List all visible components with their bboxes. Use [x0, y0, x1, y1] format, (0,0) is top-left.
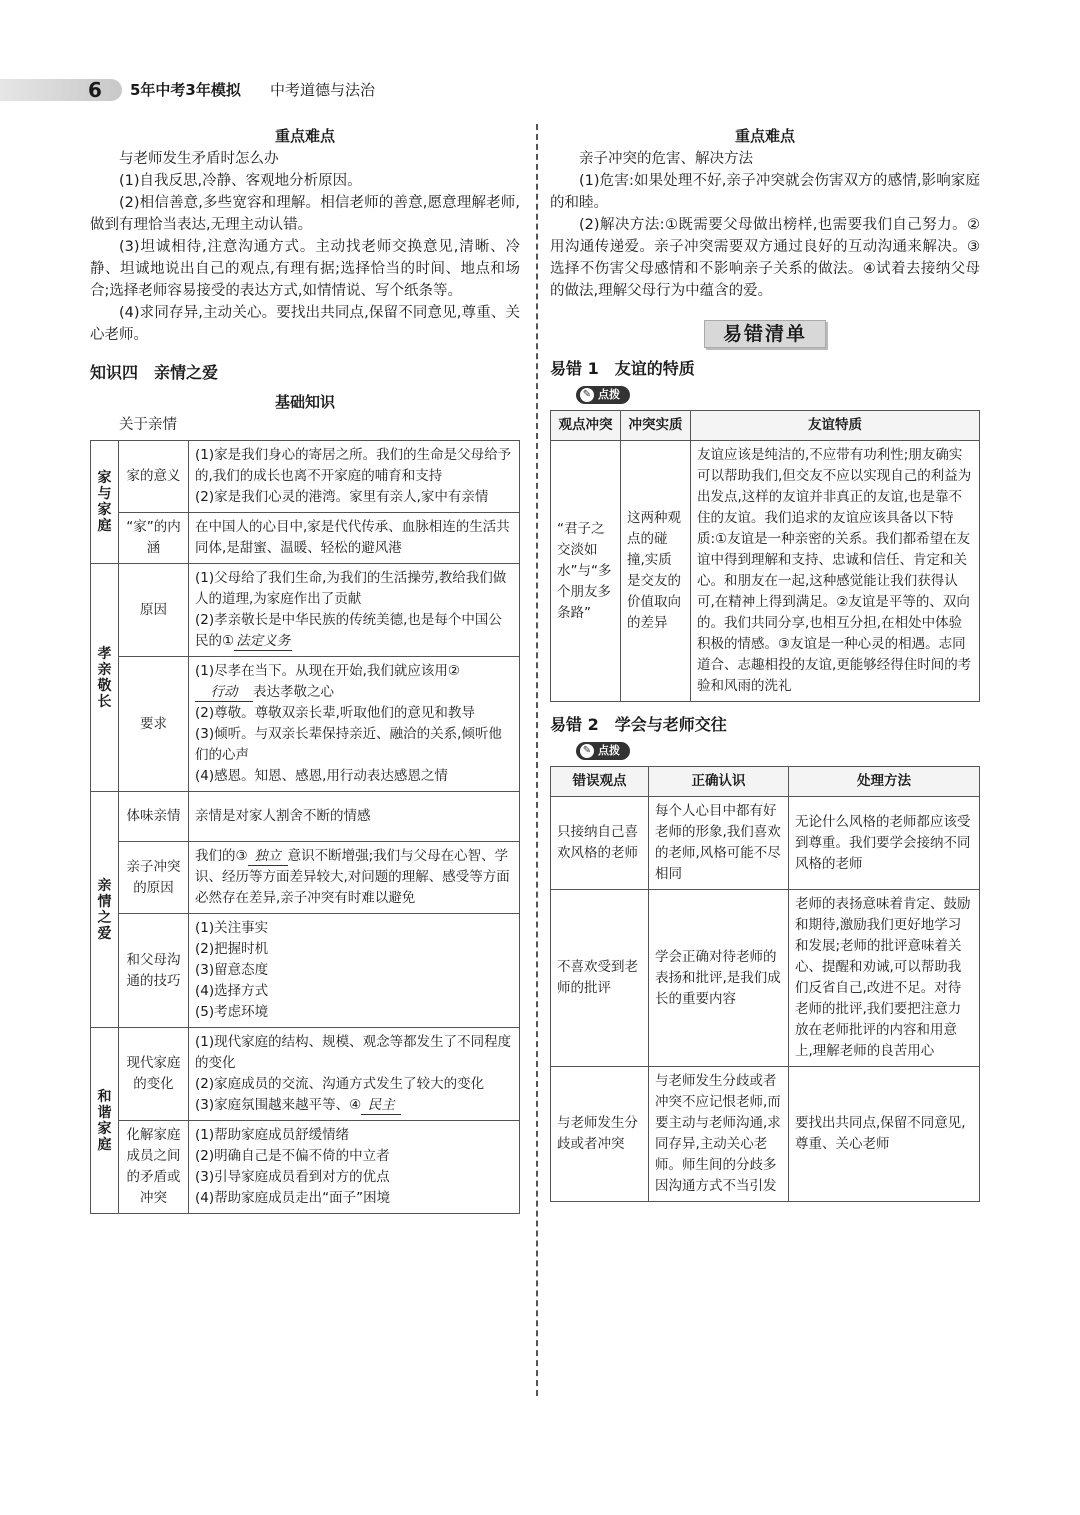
table-row [551, 797, 980, 890]
row-label: 家的意义 [119, 441, 189, 513]
key-point: (2)相信善意,多些宽容和理解。相信老师的善意,愿意理解老师,做到有理恰当表达,无理主动认错。 [90, 195, 520, 233]
cell-wrong: 只接纳自己喜欢风格的老师 [551, 797, 649, 890]
column-divider [536, 124, 538, 1396]
header-bar [0, 79, 122, 101]
table-header-row [551, 411, 980, 441]
key-point: (1)自我反思,冷静、客观地分析原因。 [119, 173, 362, 189]
row-content: (1)现代家庭的结构、规模、观念等都发生了不同程度的变化 (2)家庭成员的交流、沟通方式发生了较大的变化 (3)家庭氛围越来越平等、④ 民主 [189, 1028, 520, 1121]
category-cell: 亲 情 之 爱 [91, 792, 119, 1028]
column-header: 冲突实质 [621, 411, 691, 441]
cell-conflict: “君子之交淡如水”与“多个朋友多条路” [551, 441, 621, 702]
subject-title: 中考道德与法治 [270, 81, 376, 99]
row-content: 我们的③ 独立 意识不断增强;我们与父母在心智、学识、经历等方面差异较大,对问题的理解、感受等方面必然存在差异,亲子冲突有时难以避免 [189, 842, 520, 914]
table-row [91, 842, 520, 914]
table-header-row [551, 767, 980, 797]
row-label: 要求 [119, 657, 189, 792]
page-header [0, 76, 400, 104]
left-column [90, 124, 520, 1214]
pointer-icon: ✎ [580, 744, 594, 758]
cell-method: 老师的表扬意味着肯定、鼓励和期待,激励我们更好地学习和发展;老师的批评意味着关心、提醒和劝诫,可以帮助我们反省自己,改进不足。对待老师的批评,我们要把注意力放在老师批评的内容和用意上,理解老师的良苦用心 [789, 890, 980, 1067]
error-item-title: 易错 1 友谊的特质 [550, 359, 695, 378]
table-row [91, 792, 520, 842]
page-number: 6 [88, 78, 102, 102]
row-content: (1)父母给了我们生命,为我们的生活操劳,教给我们做人的道理,为家庭作出了贡献 (2)孝亲敬长是中华民族的传统美德,也是每个中国公民的① 法定义务 [189, 564, 520, 657]
table-row [91, 657, 520, 792]
answer-blank: 民主 [361, 1096, 401, 1115]
basic-topic: 关于亲情 [119, 417, 177, 433]
answer-blank: 行动 [195, 683, 253, 702]
row-label: 体味亲情 [119, 792, 189, 842]
key-point: (3)坦诚相待,注意沟通方式。主动找老师交换意见,清晰、冷静、坦诚地说出自己的观点,有理有据;选择恰当的时间、地点和场合;选择老师容易接受的表达方式,如情情说、写个纸条等。 [90, 239, 520, 299]
table-row [551, 441, 980, 702]
key-points-title: 重点难点 [274, 127, 335, 145]
pointer-icon: ✎ [580, 388, 594, 402]
error-item-title: 易错 2 学会与老师交往 [550, 715, 727, 734]
banner-wrap [550, 320, 980, 348]
key-point: (4)求同存异,主动关心。要找出共同点,保留不同意见,尊重、关心老师。 [90, 305, 520, 343]
row-content: 亲情是对家人割舍不断的情感 [189, 792, 520, 842]
row-label: 现代家庭的变化 [119, 1028, 189, 1121]
tip-badge: ✎ 点拨 [576, 742, 630, 760]
row-label: 和父母沟通的技巧 [119, 914, 189, 1028]
row-label: “家”的内涵 [119, 513, 189, 564]
category-cell: 和 谐 家 庭 [91, 1028, 119, 1214]
cell-wrong: 与老师发生分歧或者冲突 [551, 1067, 649, 1202]
cell-right: 每个人心目中都有好老师的形象,我们喜欢的老师,风格可能不尽相同 [649, 797, 789, 890]
error-list-banner: 易错清单 [704, 320, 826, 348]
column-header: 错误观点 [551, 767, 649, 797]
cell-essence: 这两种观点的碰撞,实质是交友的价值取向的差异 [621, 441, 691, 702]
basic-knowledge-title: 基础知识 [274, 393, 335, 411]
table-row [91, 1121, 520, 1214]
key-point: (2)解决方法:①既需要父母做出榜样,也需要我们自己努力。②用沟通传递爱。亲子冲突需要双方通过良好的互动沟通来解决。③选择不伤害父母感情和不影响亲子关系的做法。④试着去接纳父母的做法,理解父母行为中蕴含的爱。 [550, 217, 980, 299]
row-content: (1)家是我们身心的寄居之所。我们的生命是父母给予的,我们的成长也离不开家庭的哺育和支持 (2)家是我们心灵的港湾。家里有亲人,家中有亲情 [189, 441, 520, 513]
category-cell: 孝 亲 敬 长 [91, 564, 119, 792]
table-row [91, 1028, 520, 1121]
table-row [551, 1067, 980, 1202]
teacher-table [550, 766, 980, 1202]
row-content: (1)尽孝在当下。从现在开始,我们就应该用②行动 表达孝敬之心 (2)尊敬。尊敬双亲长辈,听取他们的意见和教导 (3)倾听。与双亲长辈保持亲近、融洽的关系,倾听他们的心声 (4)感恩。知恩、感恩,用行动表达感恩之情 [189, 657, 520, 792]
table-row [91, 914, 520, 1028]
column-header: 处理方法 [789, 767, 980, 797]
cell-method: 无论什么风格的老师都应该受到尊重。我们要学会接纳不同风格的老师 [789, 797, 980, 890]
column-header: 正确认识 [649, 767, 789, 797]
cell-right: 与老师发生分歧或者冲突不应记恨老师,而要主动与老师沟通,求同存异,主动关心老师。师生间的分歧多因沟通方式不当引发 [649, 1067, 789, 1202]
table-row [551, 890, 980, 1067]
cell-right: 学会正确对待老师的表扬和批评,是我们成长的重要内容 [649, 890, 789, 1067]
book-title: 5年中考3年模拟 [130, 81, 241, 99]
key-points-topic: 亲子冲突的危害、解决方法 [579, 151, 753, 167]
row-content: (1)关注事实 (2)把握时机 (3)留意态度 (4)选择方式 (5)考虑环境 [189, 914, 520, 1028]
right-column [550, 124, 980, 1202]
section-title: 知识四 亲情之爱 [90, 363, 219, 382]
column-header: 观点冲突 [551, 411, 621, 441]
answer-blank: 独立 [248, 847, 288, 866]
column-header: 友谊特质 [691, 411, 980, 441]
table-row [91, 564, 520, 657]
friendship-table [550, 410, 980, 702]
cell-traits: 友谊应该是纯洁的,不应带有功利性;朋友确实可以帮助我们,但交友不应以实现自己的利益为出发点,这样的友谊并非真正的友谊,也是靠不住的友谊。我们追求的友谊应该具备以下特质:①友谊是一种亲密的关系。我们都希望在友谊中得到理解和支持、忠诚和信任、肯定和关心。和朋友在一起,这种感觉能让我们获得认可,在精神上得到满足。②友谊是平等的、双向的。我们共同分享,也相互分担,在相处中体验积极的情感。③友谊是一种心灵的相遇。志同道合、志趣相投的友谊,更能够经得住时间的考验和风雨的洗礼 [691, 441, 980, 702]
kinship-table [90, 440, 520, 1214]
row-content: 在中国人的心目中,家是代代传承、血脉相连的生活共同体,是甜蜜、温暖、轻松的避风港 [189, 513, 520, 564]
row-content: (1)帮助家庭成员舒缓情绪 (2)明确自己是不偏不倚的中立者 (3)引导家庭成员看到对方的优点 (4)帮助家庭成员走出“面子”困境 [189, 1121, 520, 1214]
category-cell: 家 与 家 庭 [91, 441, 119, 564]
row-label: 化解家庭成员之间的矛盾或冲突 [119, 1121, 189, 1214]
table-row [91, 513, 520, 564]
table-row [91, 441, 520, 513]
answer-blank: 法定义务 [236, 633, 291, 649]
key-points-topic: 与老师发生矛盾时怎么办 [119, 151, 279, 167]
cell-wrong: 不喜欢受到老师的批评 [551, 890, 649, 1067]
cell-method: 要找出共同点,保留不同意见,尊重、关心老师 [789, 1067, 980, 1202]
key-point: (1)危害:如果处理不好,亲子冲突就会伤害双方的感情,影响家庭的和睦。 [550, 173, 980, 211]
tip-badge: ✎ 点拨 [576, 386, 630, 404]
key-points-title: 重点难点 [734, 127, 795, 145]
row-label: 亲子冲突的原因 [119, 842, 189, 914]
row-label: 原因 [119, 564, 189, 657]
